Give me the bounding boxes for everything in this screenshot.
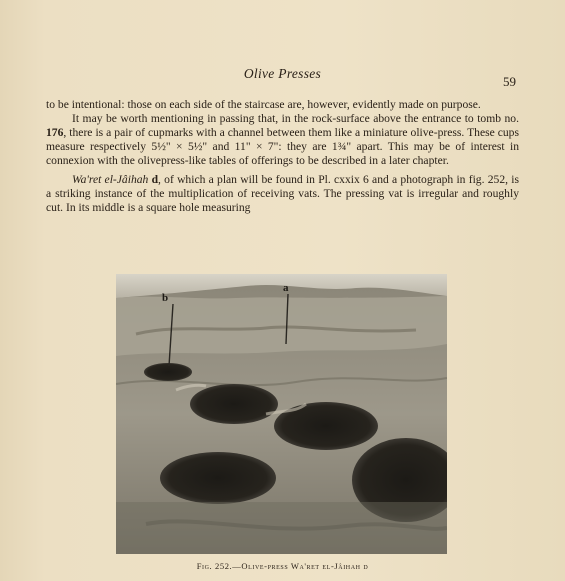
paragraph-1: to be intentional: those on each side of the staircase are, however, evidently made on purpose. bbox=[46, 98, 481, 111]
photograph-drawing bbox=[116, 274, 447, 554]
svg-text:b: b bbox=[162, 292, 169, 304]
figure-caption: Fig. 252.—Olive-press Wa'ret el-Jâihah d bbox=[196, 561, 369, 571]
site-name: Wa'ret el-Jâihah bbox=[72, 173, 149, 186]
tomb-number: 176 bbox=[46, 126, 64, 139]
olive-press-photograph bbox=[116, 274, 447, 554]
body-text bbox=[46, 98, 519, 215]
svg-text:a: a bbox=[283, 282, 289, 294]
paragraph-2-text-b: , there is a pair of cupmarks with a channel between them like a miniature olive-press. These cups measure respectively 5½" × 5½" and 11" × 7": they are 1¾" apart. This may be of interest in connexion with the olivepress-like tables of offerings to be described in a later chapter. bbox=[46, 126, 519, 167]
paragraph-3-text: , of which a plan will be found in Pl. cxxix 6 and a photograph in fig. 252, is a striking instance of the multiplication of receiving vats. The pressing vat is irregular and roughly cut. In its middle is a square hole measuring bbox=[46, 173, 519, 214]
paragraph-3 bbox=[46, 173, 519, 215]
paragraph-2 bbox=[46, 112, 519, 168]
page-number: 59 bbox=[503, 74, 516, 89]
site-letter: d bbox=[148, 173, 159, 186]
paragraph-2-text-a: It may be worth mentioning in passing that, in the rock-surface above the entrance to tomb no. bbox=[72, 112, 519, 125]
running-head: Olive Presses bbox=[243, 66, 322, 81]
